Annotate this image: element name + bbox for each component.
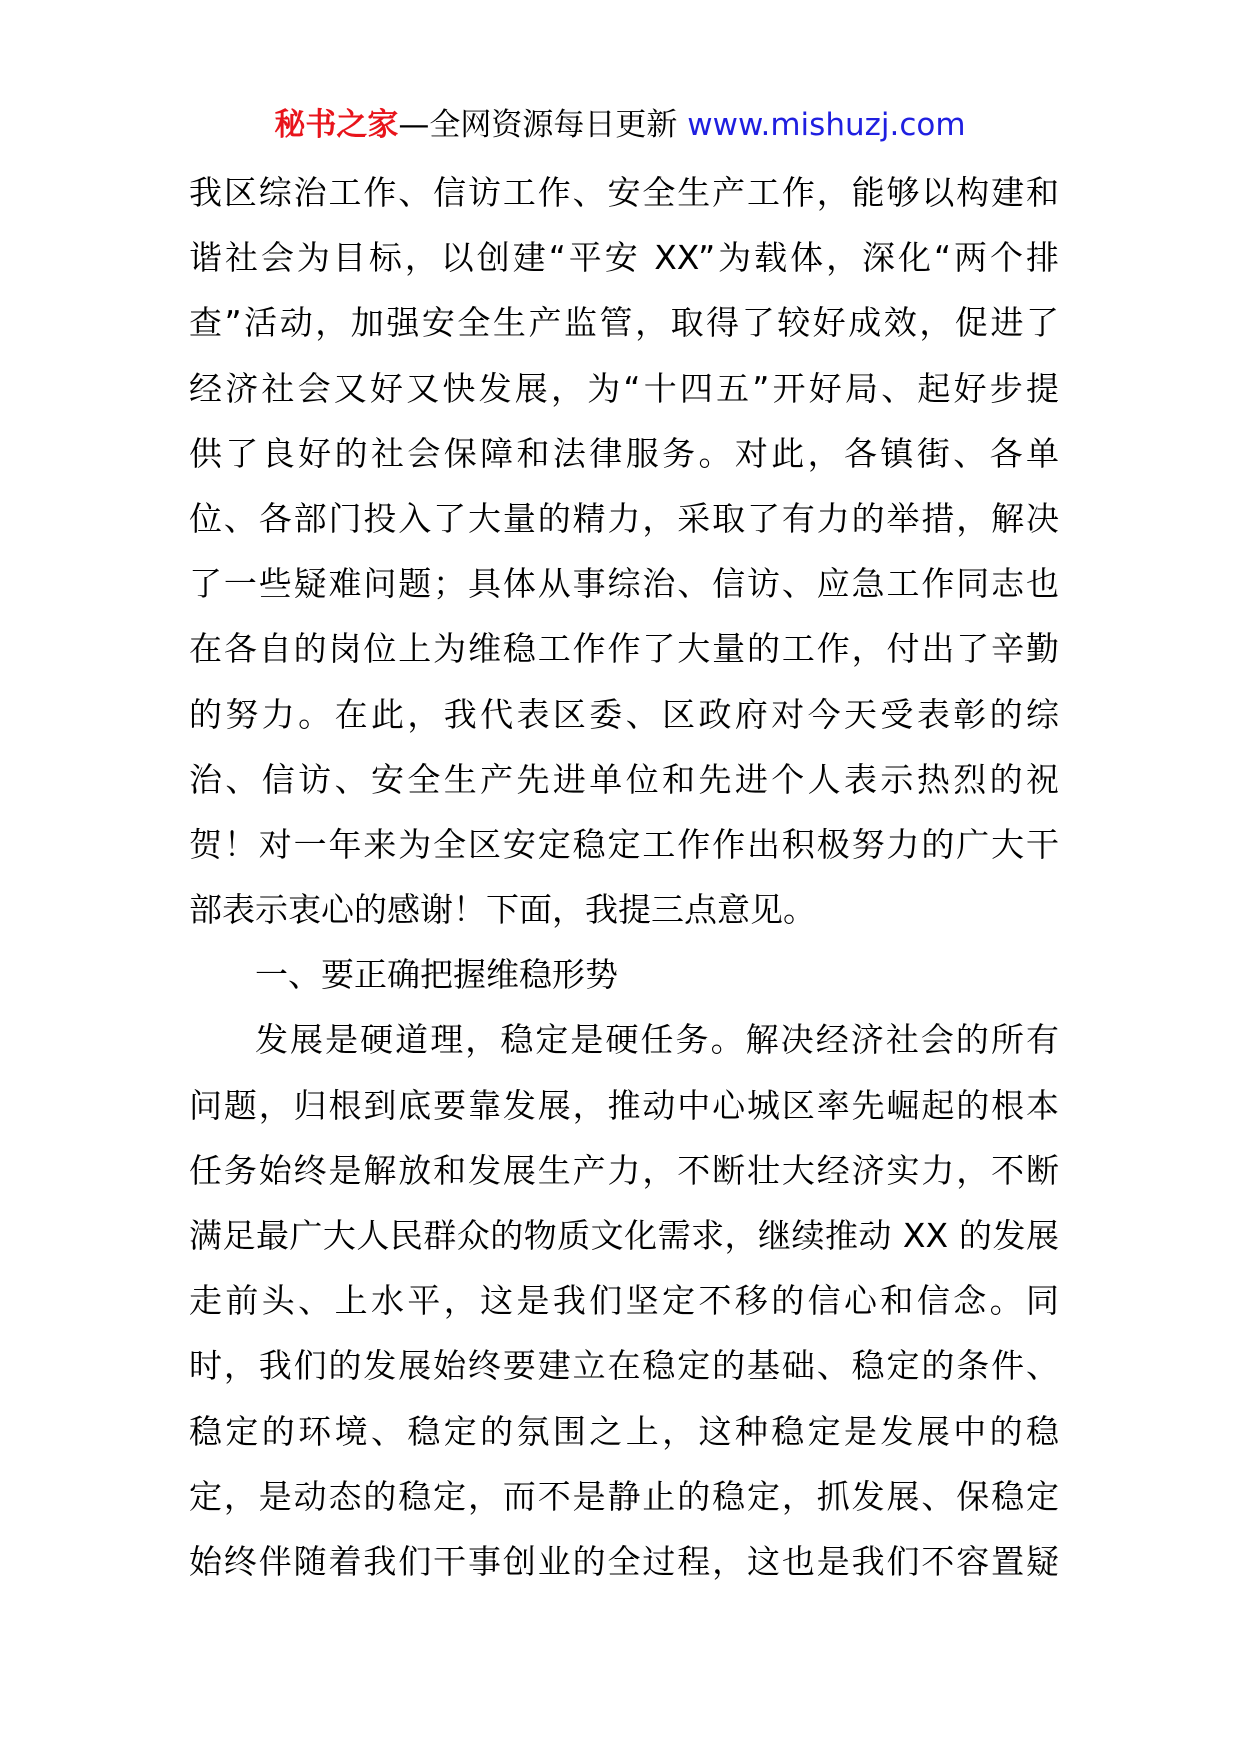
text-line: 任务始终是解放和发展生产力，不断壮大经济实力，不断: [189, 1150, 1059, 1190]
document-body: [189, 160, 1059, 1594]
text-line: 了一些疑难问题；具体从事综治、信访、应急工作同志也: [189, 564, 1059, 604]
text-line: 部表示衷心的感谢！下面，我提三点意见。: [189, 890, 816, 930]
header-url-link[interactable]: www.mishuzj.com: [687, 107, 966, 143]
header-tagline: —全网资源每日更新: [398, 107, 688, 143]
text-line: 经济社会又好又快发展，为“十四五”开好局、起好步提: [189, 368, 1059, 408]
text-line: 始终伴随着我们干事创业的全过程，这也是我们不容置疑: [189, 1541, 1059, 1581]
text-line: 在各自的岗位上为维稳工作作了大量的工作，付出了辛勤: [189, 629, 1059, 669]
text-line: 查”活动，加强安全生产监管，取得了较好成效，促进了: [189, 303, 1059, 343]
text-line: 满足最广大人民群众的物质文化需求，继续推动 XX 的发展: [189, 1216, 1059, 1255]
text-line: 位、各部门投入了大量的精力，采取了有力的举措，解决: [189, 498, 1059, 538]
text-line: 定，是动态的稳定，而不是静止的稳定，抓发展、保稳定: [189, 1476, 1059, 1516]
section-heading: 一、要正确把握维稳形势: [255, 955, 618, 995]
text-line: 时，我们的发展始终要建立在稳定的基础、稳定的条件、: [189, 1346, 1059, 1386]
text-line: 发展是硬道理，稳定是硬任务。解决经济社会的所有: [255, 1020, 1059, 1060]
text-line: 的努力。在此，我代表区委、区政府对今天受表彰的综: [189, 694, 1059, 734]
text-line: 稳定的环境、稳定的氛围之上，这种稳定是发展中的稳: [189, 1411, 1059, 1451]
text-line: 供了良好的社会保障和法律服务。对此，各镇街、各单: [189, 433, 1059, 473]
text-line: 治、信访、安全生产先进单位和先进个人表示热烈的祝: [189, 759, 1059, 799]
text-line: 问题，归根到底要靠发展，推动中心城区率先崛起的根本: [189, 1085, 1059, 1125]
text-line: 我区综治工作、信访工作、安全生产工作，能够以构建和: [189, 173, 1059, 212]
text-line: 走前头、上水平，这是我们坚定不移的信心和信念。同: [189, 1281, 1059, 1321]
header-brand: 秘书之家: [274, 107, 399, 143]
text-line: 贺！对一年来为全区安定稳定工作作出积极努力的广大干: [189, 824, 1059, 864]
text-line: 谐社会为目标，以创建“平安 XX”为载体，深化“两个排: [189, 238, 1059, 278]
page-header: [0, 103, 1240, 147]
